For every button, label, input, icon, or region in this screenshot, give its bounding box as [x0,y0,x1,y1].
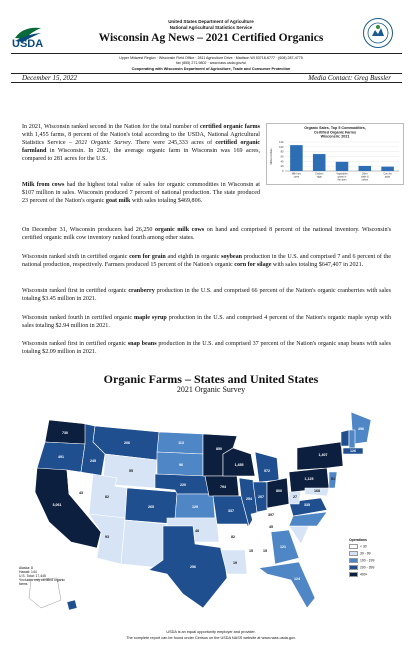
text-run: had the highest total value of sales for organic commodities in Wisconsin at $107 million in sales. Wisconsin produced 7 percent of national production. The state produced 23 percent of the Nation's organic [22,182,260,204]
text-run: in Wisconsin. In 2021, the average organic farm in Wisconsin was 169 acres, compared to 281 acres for the U.S. [22,147,260,162]
chart-y-tick: 40 [280,160,284,164]
chart-y-tick: 80 [280,150,284,154]
chart-title-line: Certified Organic Farms [313,130,357,135]
label-ok: 48 [195,529,199,533]
cooperating-line: Cooperating with Wisconsin Department of Agriculture, Trade and Consumer Protection [131,67,291,71]
text-run: 2021 Organic Survey [75,139,131,146]
text-run: production in the U.S. and comprised 4 percent of the Nation's organic maple syrup with sales totaling $2.94 million in 2021. [22,315,392,329]
state-hi [67,600,77,610]
text-run: with 1,455 farms, 8 percent of the Nation's total according to the USDA, National Agricultural Statistics Service – [22,131,260,146]
chart-bar [359,166,372,171]
paragraph-maple-syrup [22,315,391,331]
chart-bar [336,162,349,171]
text-run: Wisconsin ranked sixth in certified organic [22,254,130,260]
text-run: organic milk cows [155,227,205,233]
paragraph-snap-beans [22,341,391,357]
note-alaska: Alaska: 8 [19,566,33,570]
organic-sales-chart [266,123,404,185]
address-line-2: fax (855) 271-9802 · www.nass.usda.gov/wi [176,61,246,65]
map-title: Organic Farms – States and United States [103,372,319,386]
text-run: certified organic farmland [22,139,260,154]
page-title: Wisconsin Ag News – 2021 Certified Organics [98,32,324,44]
label-mi: 572 [264,469,270,473]
label-az: 93 [105,535,109,539]
usda-logo-text: USDA [12,38,44,50]
legend-item [349,551,399,556]
release-date: December 15, 2022 [22,74,78,82]
text-run: Wisconsin ranked first in certified organic [22,288,129,294]
label-ia: 794 [220,485,226,489]
chart-x-tick: eggs [316,176,322,179]
chart-x-tick: cows [293,176,300,179]
text-run: Wisconsin ranked first in certified organic [22,341,128,347]
state-nm [121,520,167,568]
chart-bar [313,154,326,171]
header-rule-top [11,53,402,54]
chart-y-tick: 20 [280,165,284,169]
label-mn: 850 [216,447,222,451]
text-run: with sales totaling $647,407 in 2021. [271,261,364,268]
label-tx: 256 [190,565,196,569]
text-run: On December 31, Wisconsin producers had 26,250 [22,227,156,233]
text-run: snap beans [127,341,157,347]
legend-item [349,544,399,549]
note-hawaii: Hawaii: 144 [19,570,37,574]
text-run: Milk from cows [22,182,65,188]
text-run: soybean [221,254,243,260]
chart-y-label: Million Dollars [270,148,273,165]
legend-swatch [349,551,358,556]
legend-label: 200 - 399 [360,565,375,570]
text-run: goat milk [105,197,131,204]
text-run: production in the U.S. and comprised 66 percent of the Nation's organic cranberries with sales totaling $3.45 million in 2021. [22,288,392,302]
state-mi [255,452,279,482]
text-run: corn for grain [129,254,166,260]
text-run: . There were 245,333 acres of [130,139,216,146]
label-ny: 1,407 [318,453,328,457]
label-ms: 15 [249,549,253,553]
legend-swatch [349,544,358,549]
legend-item [349,565,399,570]
legend-swatch [349,572,358,577]
label-ga: 121 [280,545,286,549]
label-ca: 3,061 [52,503,62,507]
chart-x-tick: the open [337,179,347,182]
text-run: corn for silage [234,261,272,268]
text-run: maple syrup [134,315,167,321]
label-va: 335 [304,503,310,507]
label-or: 491 [58,455,64,459]
text-run: Wisconsin ranked fourth in certified organic [22,315,135,321]
label-sd: 96 [179,463,183,467]
chart-x-tick: Corn for [383,173,392,176]
legend-label: 100 - 199 [360,558,375,563]
chart-y-tick: 100 [279,145,284,149]
state-oh [267,478,289,508]
text-run: on hand and comprised 8 percent of the national inventory. Wisconsin's certified organic milk cow inventory ranked fourth among other states. [22,227,391,241]
legend-rows [349,544,399,577]
legend-item [349,558,399,563]
chart-x-tick: grown in [337,176,347,179]
state-vt [341,430,349,446]
label-la: 19 [233,561,237,565]
map-notes [19,566,65,586]
agency-line-2: National Agricultural Statistics Service [169,25,253,30]
footer-line-2: The complete report can be found under Census on the USDA NASS website at www.nass.usda.gov. [126,636,296,640]
map-subtitle: 2021 Organic Survey [176,385,246,394]
label-wy: 55 [129,469,133,473]
label-wi: 1,455 [234,463,244,467]
note-certified: *Includes only certified organic farms [19,578,65,586]
label-nv: 43 [79,491,83,495]
map-legend [349,538,399,579]
chart-x-tick: calves [361,179,369,182]
label-wa: 730 [62,431,68,435]
label-wv: 27 [293,495,297,499]
label-mo: 337 [228,509,234,513]
state-wi [223,448,255,476]
label-ne: 220 [180,483,186,487]
note-us-total: U.S. Total: 17,445 [19,574,46,578]
text-run: production in the U.S. and comprised 37 percent of the Nation's organic snap beans with sales totaling $2.09 million in 2021. [22,341,391,355]
chart-y-tick: 60 [280,155,284,159]
label-md: 168 [314,489,320,493]
paragraph-organic-farms [22,124,260,164]
legend-swatch [349,565,358,570]
text-run: and eighth in organic [165,254,222,260]
chart-bar [290,145,303,171]
label-ks: 129 [192,505,198,509]
label-ar: 82 [231,535,235,539]
text-run: certified organic farms [200,124,260,130]
state-ms [245,534,257,572]
label-tn: 45 [269,525,273,529]
us-organic-farms-map [27,402,389,622]
chart-x-tick: Vegetables [336,173,348,176]
address-line-1: Upper Midwest Region · Wisconsin Field Office · 2811 Agriculture Drive · Madison WI 53718-6777 · (608) 287-4775 [119,56,303,60]
media-contact: Media Contact: Greg Bussler [308,74,391,82]
label-mt: 206 [124,441,130,445]
chart-x-tick: cattle & [360,176,369,179]
chart-x-tick: Milk from [291,173,302,176]
label-ky: 397 [268,513,274,517]
legend-swatch [349,558,358,563]
chart-y-tick: 120 [279,141,284,144]
label-pa: 1,125 [304,477,314,481]
chart-title-line: Wisconsin: 2021 [320,134,350,139]
chart-x-tick: grain [385,176,391,179]
wisconsin-seal-icon [363,18,393,48]
text-run: cranberry [128,288,155,294]
label-nj: 51 [331,477,335,481]
label-co: 265 [148,505,154,509]
label-ma: 126 [350,449,356,453]
paragraph-corn-soybean [22,254,391,270]
legend-item [349,572,399,577]
paragraph-milk-cows [22,182,260,206]
label-in: 207 [258,495,264,499]
label-il: 254 [246,497,252,501]
label-nd: 113 [178,441,184,445]
label-oh: 800 [276,489,282,493]
legend-label: 400+ [360,572,368,577]
paragraph-cranberry [22,288,391,304]
label-ut: 82 [105,495,109,499]
label-id: 245 [90,459,96,463]
legend-label: 30 - 99 [360,551,371,556]
label-fl: 124 [294,577,300,581]
label-al: 15 [263,549,267,553]
text-run: In 2021, Wisconsin ranked second in the Nation for the total number of [22,124,201,130]
agency-line-1: United States Department of Agriculture [168,19,254,24]
chart-title-line: Organic Sales, Top 5 Commodities, [304,126,366,130]
legend-title: Operations [349,538,367,542]
text-run: production in the U.S. and comprised 7 and 6 percent of the national production, respectively. Farmers produced 15 percent of the Nation's organic [22,254,391,268]
state-fl [259,562,315,608]
text-run: with sales totaling $469,806. [130,197,203,204]
chart-x-tick: Other [361,173,368,176]
chart-bar [381,167,394,171]
chart-y-tick: 0 [282,170,284,173]
footer-line-1: USDA is an equal opportunity employer and provider. [166,630,256,634]
report-page [11,10,402,650]
state-nh [349,430,355,448]
label-me: 496 [358,427,364,431]
chart-x-tick: Chicken [315,173,324,176]
paragraph-milk-inventory [22,227,391,243]
date-rule [11,82,402,83]
organic-sales-chart-svg [267,124,403,184]
legend-label: < 30 [360,544,367,549]
